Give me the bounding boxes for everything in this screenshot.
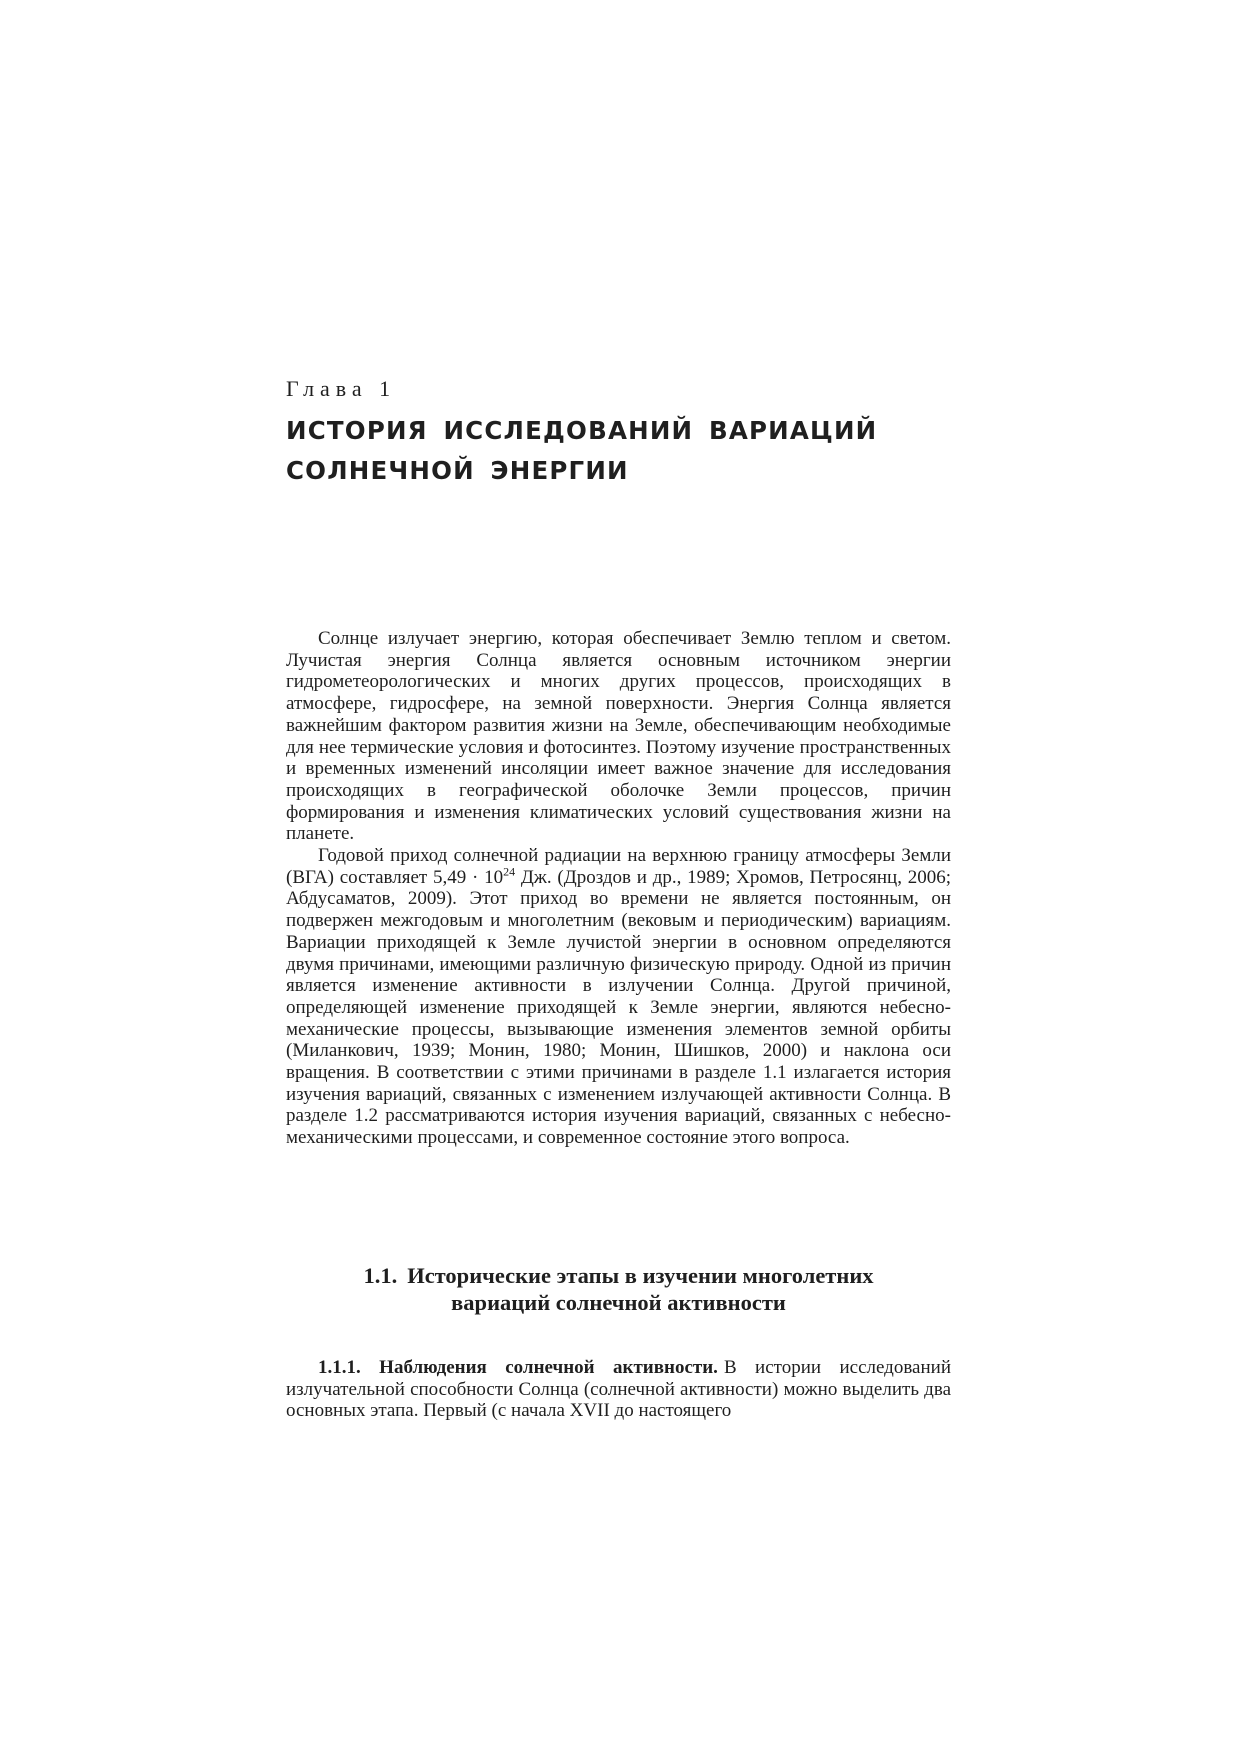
chapter-title: [286, 411, 986, 491]
intro-paragraph-1: Солнце излучает энергию, которая обеспечивает Землю теплом и светом. Лучистая энергия Солнца является основным источником энергии гидрометеорологических и многих других процессов, происходящих в атмосфере, гидросфере, на земной поверхности. Энергия Солнца является важнейшим фактором развития жизни на Земле, обеспечивающим необходимые для нее термические условия и фотосинтез. Поэтому изучение пространственных и временных изменений инсоляции имеет важное значение для исследования происходящих в географической оболочке Земли процессов, причин формирования и изменения климатических условий существования жизни на планете.: [286, 628, 951, 845]
section-title: [286, 1262, 951, 1316]
section-title-line-1: [286, 1262, 951, 1289]
section-title-line-2: вариаций солнечной активности: [451, 1290, 786, 1315]
intro-paragraph-2-rest: Дж. (Дроздов и др., 1989; Хромов, Петросянц, 2006; Абдусаматов, 2009). Этот приход во времени не является постоянным, он подвержен межгодовым и многолетним (вековым и периодическим) вариациям. Вариации приходящей к Земле лучистой энергии в основном определяются двумя причинами, имеющими различную физическую природу. Одной из причин является изменение активности в излучении Солнца. Другой причиной, определяющей изменение приходящей к Земле энергии, являются небесно-механические процессы, вызывающие изменения элементов земной орбиты (Миланкович, 1939; Монин, 1980; Монин, Шишков, 2000) и наклона оси вращения. В соответствии с этими причинами в разделе 1.1 излагается история изучения вариаций, связанных с изменением излучающей активности Солнца. В разделе 1.2 рассматриваются история изучения вариаций, связанных с небесно-механическими процессами, и современное состояние этого вопроса.: [286, 866, 952, 1149]
intro-text: [286, 628, 951, 1149]
section-number: 1.1.: [363, 1263, 398, 1288]
subsection-body: В истории исследований излучательной способности Солнца (солнечной активности) можно выделить два основных этапа. Первый (с начала XVII до настоящего: [286, 1357, 951, 1422]
intro-paragraph-2: [286, 845, 951, 1149]
section-title-text-1: Исторические этапы в изучении многолетних: [407, 1263, 874, 1288]
chapter-title-line-2: СОЛНЕЧНОЙ ЭНЕРГИИ: [286, 456, 629, 485]
chapter-label: Глава 1: [286, 376, 397, 401]
subsection-text: [286, 1357, 951, 1422]
intro-paragraph-2-start: Годовой приход солнечной радиации на верхнюю границу атмосферы Земли (ВГА) составляет 5,49 · 10: [286, 845, 951, 888]
subsection-paragraph: [286, 1357, 951, 1422]
exponent: 24: [503, 864, 516, 879]
subsection-heading: 1.1.1. Наблюдения солнечной активности.: [318, 1357, 718, 1378]
chapter-title-line-1: ИСТОРИЯ ИССЛЕДОВАНИЙ ВАРИАЦИЙ: [286, 416, 878, 445]
